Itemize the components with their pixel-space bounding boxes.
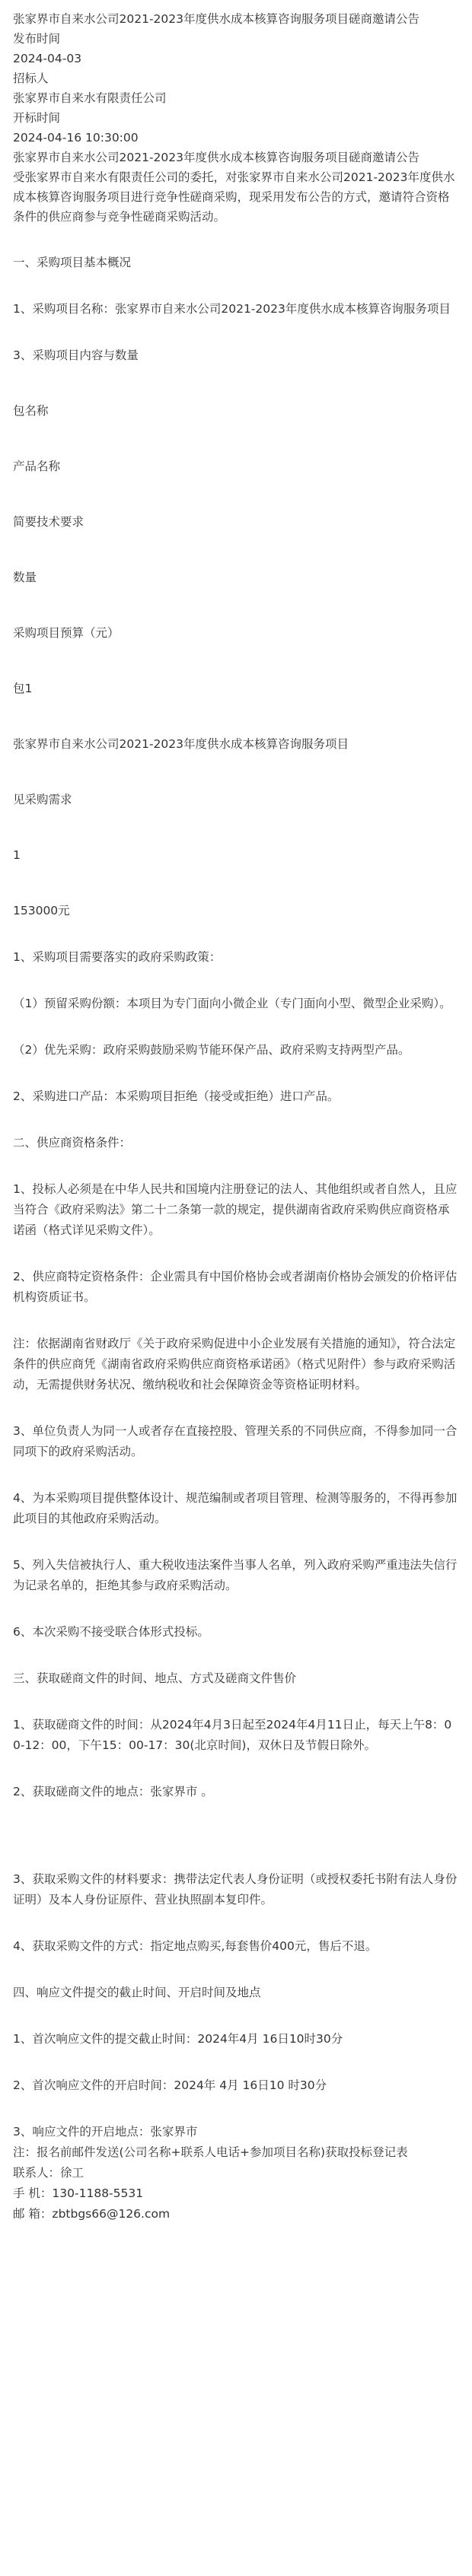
cell-requirement: 见采购需求 [13,793,72,806]
tenderee-label: 招标人 [13,72,49,85]
response-deadline: 1、首次响应文件的提交截止时间：2024年4月 16日10时30分 [13,2032,343,2046]
intro-paragraph: 受张家界市自来水有限责任公司的委托，对张家界市自来水公司2021-2023年度供水成本核算咨询服务项目进行竞争性磋商采购，现采用发布公告的方式，邀请符合资格条件的供应商参与竞争性磋商采购活动。 [13,170,455,224]
publish-time-label: 发布时间 [13,32,61,46]
doc-acquire-method: 4、获取采购文件的方式：指定地点购买,每套售价400元，售后不退。 [13,1939,378,1953]
open-time: 2024-04-16 10:30:00 [13,131,139,145]
announcement-title-repeat: 张家界市自来水公司2021-2023年度供水成本核算咨询服务项目磋商邀请公告 [13,151,419,164]
section-2-heading: 二、供应商资格条件： [13,1136,132,1150]
publish-date: 2024-04-03 [13,52,82,65]
content-quantity-heading: 3、采购项目内容与数量 [13,348,139,362]
qualification-5: 5、列入失信被执行人、重大税收违法案件当事人名单，列入政府采购严重违法失信行为记录名单的，拒绝其参与政府采购活动。 [13,1558,458,1592]
header-product-name: 产品名称 [13,460,61,473]
doc-acquire-place: 2、获取磋商文件的地点：张家界市 。 [13,1785,213,1798]
qualification-1: 1、投标人必须是在中华人民共和国境内注册登记的法人、其他组织或者自然人，且应当符合《政府采购法》第二十二条第一款的规定，提供湖南省政府采购供应商资格承诺函（格式详见采购文件）。 [13,1182,458,1237]
import-policy: 2、采购进口产品：本采购项目拒绝（接受或拒绝）进口产品。 [13,1089,340,1103]
doc-acquire-time: 1、获取磋商文件的时间：从2024年4月3日起至2024年4月11日止，每天上午8：00-12：00，下午15：00-17：30(北京时间)，双休日及节假日除外。 [13,1718,452,1752]
doc-material-requirements: 3、获取采购文件的材料要求：携带法定代表人身份证明（或授权委托书附有法人身份证明）及本人身份证原件、营业执照副本复印件。 [13,1872,458,1907]
qualification-3: 3、单位负责人为同一人或者存在直接控股、管理关系的不同供应商，不得参加同一合同项下的政府采购活动。 [13,1424,458,1458]
response-open-place: 3、响应文件的开启地点：张家界市 [13,2125,198,2139]
project-name: 1、采购项目名称：张家界市自来水公司2021-2023年度供水成本核算咨询服务项目 [13,302,451,316]
cell-product: 张家界市自来水公司2021-2023年度供水成本核算咨询服务项目 [13,737,349,751]
tenderee-name: 张家界市自来水有限责任公司 [13,91,167,105]
section-3-heading: 三、获取磋商文件的时间、地点、方式及磋商文件售价 [13,1671,297,1685]
contact-person: 联系人：徐工 [13,2166,85,2180]
contact-email: 邮 箱：zbtbgs66@126.com [13,2207,171,2221]
registration-note: 注：报名前邮件发送(公司名称+联系人电话+参加项目名称)获取投标登记表 [13,2145,408,2159]
announcement-title: 张家界市自来水公司2021-2023年度供水成本核算咨询服务项目磋商邀请公告 [13,12,419,26]
header-package-name: 包名称 [13,404,49,418]
cell-package: 包1 [13,682,33,695]
qualification-6: 6、本次采购不接受联合体形式投标。 [13,1625,209,1639]
cell-quantity: 1 [13,848,21,862]
policy-reserved-share: （1）预留采购份额：本项目为专门面向小微企业（专门面向小型、微型企业采购）。 [13,997,451,1010]
header-quantity: 数量 [13,571,37,584]
qualification-4: 4、为本采购项目提供整体设计、规范编制或者项目管理、检测等服务的，不得再参加此项目的其他政府采购活动。 [13,1491,458,1525]
header-tech-requirement: 简要技术要求 [13,515,85,529]
qualification-note: 注：依据湖南省财政厅《关于政府采购促进中小企业发展有关措施的通知》，符合法定条件的供应商凭《湖南省政府采购供应商资格承诺函》（格式见附件）参与政府采购活动，无需提供财务状况、缴纳税收和社会保障资金等资格证明材料。 [13,1337,456,1391]
header-budget: 采购项目预算（元） [13,626,120,640]
open-time-label: 开标时间 [13,111,61,125]
section-4-heading: 四、响应文件提交的截止时间、开启时间及地点 [13,1986,261,1999]
cell-budget: 153000元 [13,904,70,918]
qualification-2: 2、供应商特定资格条件：企业需具有中国价格协会或者湖南价格协会颁发的价格评估机构资质证书。 [13,1270,458,1304]
policy-priority-purchase: （2）优先采购：政府采购鼓励采购节能环保产品、政府采购支持两型产品。 [13,1043,410,1057]
section-1-heading: 一、采购项目基本概况 [13,256,132,269]
policy-heading: 1、采购项目需要落实的政府采购政策： [13,950,222,964]
response-open-time: 2、首次响应文件的开启时间：2024年 4月 16日10 时30分 [13,2078,327,2092]
contact-phone: 手 机：130-1188-5531 [13,2186,144,2200]
